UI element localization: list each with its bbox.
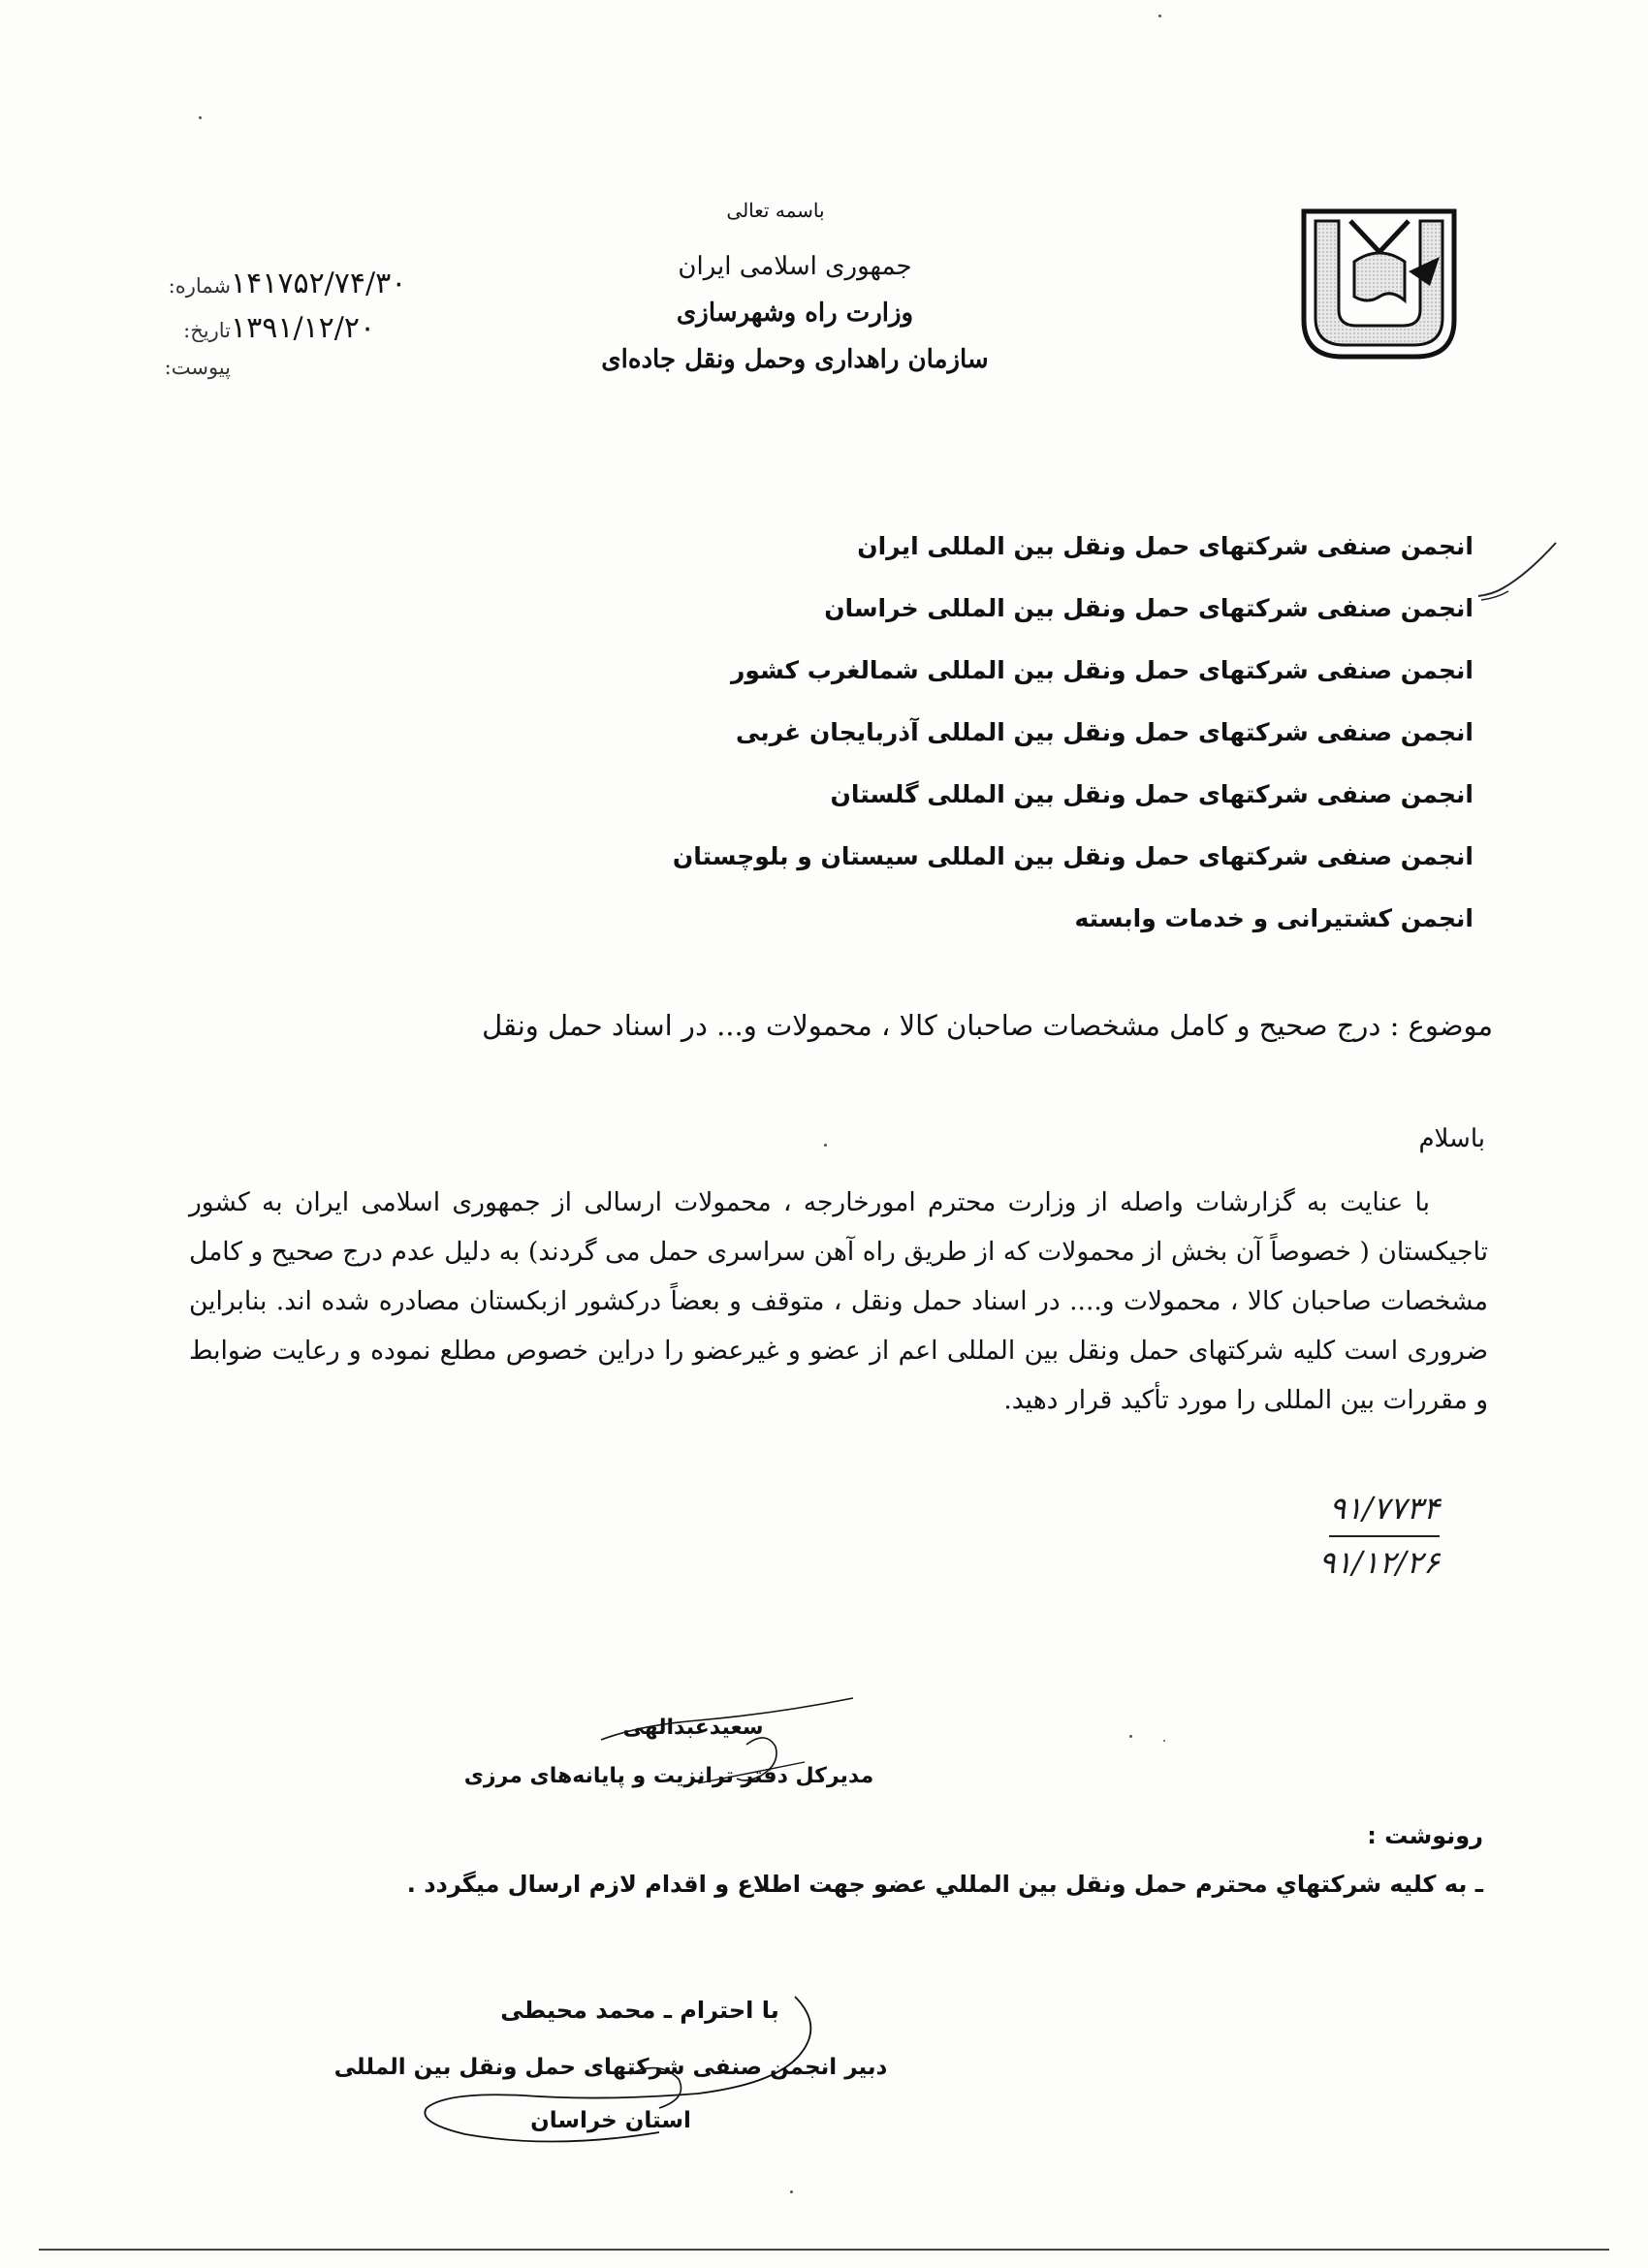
country-name: جمهوری اسلامی ایران	[678, 252, 912, 281]
recipient-item: انجمن صنفی شرکتهای حمل ونقل بین المللی خراسان	[824, 594, 1474, 622]
letterhead	[543, 199, 1047, 383]
scan-speck	[199, 116, 202, 119]
signatory-1-title: مدیرکل دفتر ترانزیت و پایانه‌های مرزی	[463, 1764, 874, 1788]
signatory-1-name: سعیدعبدالهی	[622, 1716, 764, 1740]
scan-speck	[824, 1144, 827, 1147]
invocation-text: باسمه تعالی	[726, 199, 825, 222]
number-value: ۱۴۱۷۵۲/۷۴/۳۰	[231, 267, 407, 300]
scan-speck	[1129, 1735, 1132, 1738]
signatory-2-title: دبیر انجمن صنفی شرکتهای حمل ونقل بین المللی	[333, 2055, 888, 2080]
cc-text: ـ به کلیه شرکتهاي محترم حمل ونقل بين المللي عضو جهت اطلاع و اقدام لازم ارسال ميگردد .	[406, 1871, 1483, 1898]
footer-rule	[39, 2249, 1609, 2251]
recipient-item: انجمن صنفی شرکتهای حمل ونقل بین المللی ایران	[857, 532, 1474, 560]
letter-body: با عنایت به گزارشات واصله از وزارت محترم امورخارجه ، محمولات ارسالی از جمهوری اسلامی ایران به کشور تاجیکستان ( خصوصاً آن بخش از محمولات که از طریق راه آهن سراسری حمل می گردند) به دلیل عدم درج صحیح و کامل مشخصات صاحبان کالا ، محمولات و.... در اسناد حمل ونقل ، متوقف و بعضاً درکشور ازبکستان مصادره شده اند. بنابراین ضروری است کلیه شرکتهای حمل ونقل بین المللی اعم از عضو و غیرعضو را دراین خصوص مطلع نموده و رعایت ضوابط و مقررات بین المللی را مورد تأکید قرار دهید.	[189, 1187, 1488, 1415]
subject-line: موضوع : درج صحیح و کامل مشخصات صاحبان کالا ، محمولات و... در اسناد حمل ونقل	[482, 1009, 1493, 1042]
handwritten-registration	[1246, 1483, 1440, 1588]
letter-date-row	[155, 311, 446, 356]
handwritten-reg-number: ۹۱/۷۷۳۴	[1329, 1483, 1440, 1537]
number-label: شماره:	[168, 274, 231, 298]
organization-name: سازمان راهداری وحمل ونقل جاده‌ای	[601, 345, 989, 374]
recipient-item: انجمن کشتیرانی و خدمات وابسته	[1074, 904, 1474, 932]
recipient-item: انجمن صنفی شرکتهای حمل ونقل بین المللی آذربایجان غربی	[735, 718, 1474, 746]
scan-speck	[1163, 1740, 1165, 1742]
attachment-row	[155, 356, 446, 400]
recipients-list	[672, 516, 1474, 950]
greeting: باسلام	[1418, 1124, 1485, 1153]
cc-label: رونوشت :	[1367, 1822, 1483, 1849]
letter-meta	[155, 267, 446, 400]
scan-speck	[790, 2190, 793, 2193]
date-value: ۱۳۹۱/۱۲/۲۰	[231, 311, 376, 345]
recipient-item: انجمن صنفی شرکتهای حمل ونقل بین المللی سیستان و بلوچستان	[672, 842, 1474, 870]
handwritten-check-mark	[1474, 538, 1561, 615]
handwritten-reg-date: ۹۱/۱۲/۲۶	[1318, 1544, 1440, 1581]
scan-speck	[1158, 15, 1161, 17]
letter-number-row	[155, 267, 446, 311]
date-label: تاریخ:	[183, 319, 231, 342]
attachment-label: پیوست:	[164, 356, 231, 379]
signatory-2-province: استان خراسان	[530, 2108, 691, 2133]
signatory-2-name: با احترام ـ محمد محیطی	[500, 1997, 779, 2024]
road-organization-logo-icon	[1294, 204, 1464, 363]
recipient-item: انجمن صنفی شرکتهای حمل ونقل بین المللی گلستان	[830, 780, 1474, 808]
ministry-name: وزارت راه وشهرسازی	[676, 299, 914, 328]
recipient-item: انجمن صنفی شرکتهای حمل ونقل بین المللی شمالغرب کشور	[731, 656, 1474, 684]
